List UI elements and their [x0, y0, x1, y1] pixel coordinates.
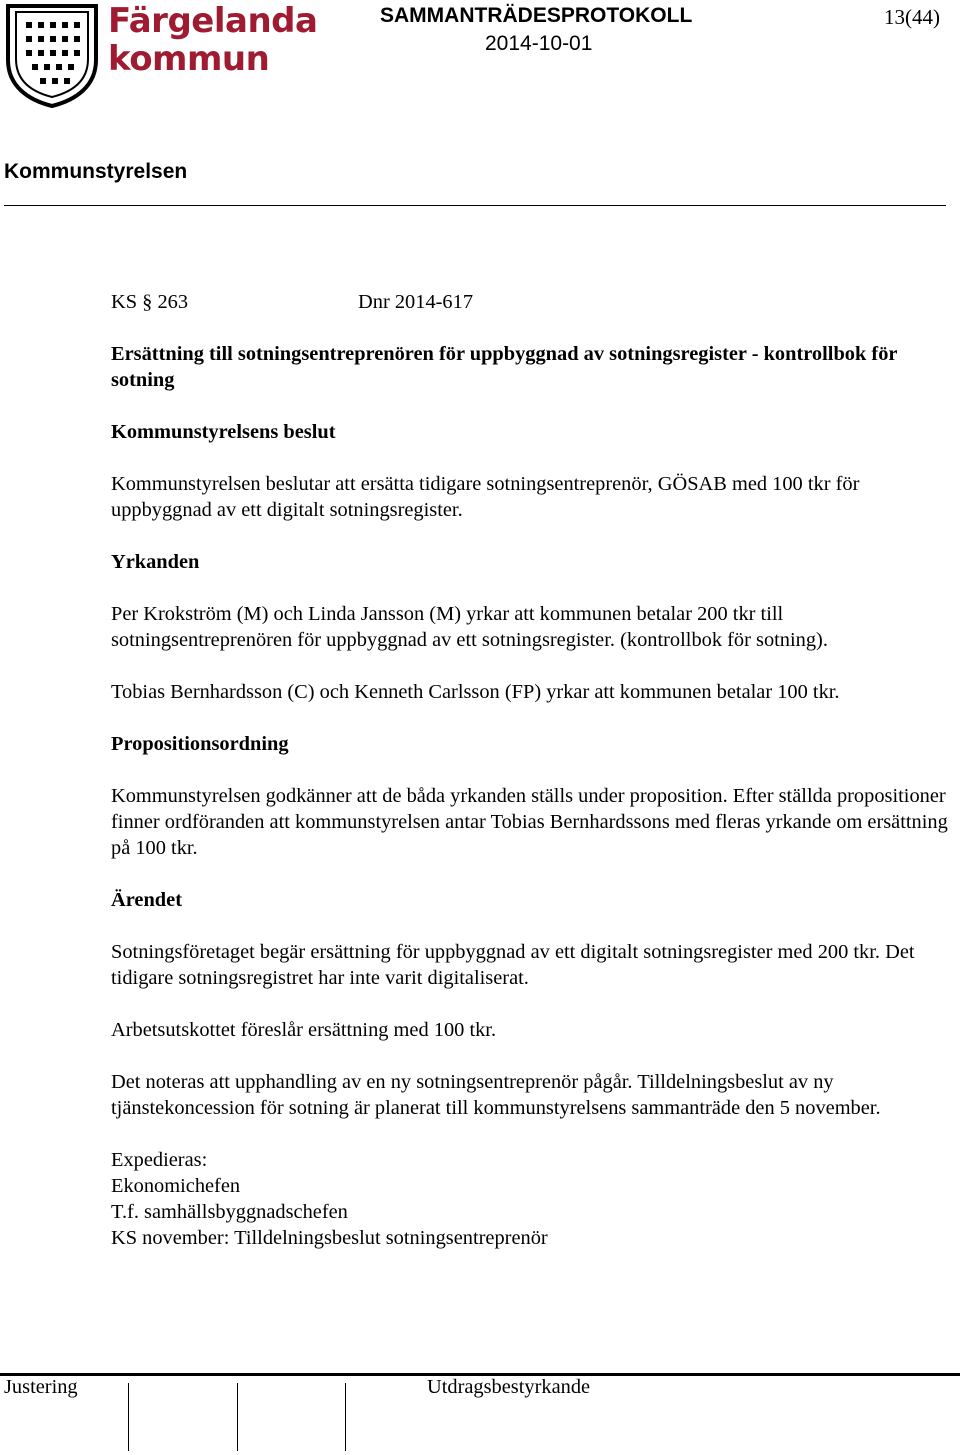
motion-paragraph-2: Tobias Bernhardsson (C) och Kenneth Carlsson (FP) yrkar att kommunen betalar 100 tkr.	[111, 681, 840, 703]
wordmark-line-1: Färgelanda	[108, 1, 318, 41]
distribution-recipient: T.f. samhällsbyggnadschefen	[111, 1201, 348, 1223]
page-number: 13(44)	[884, 5, 940, 29]
distribution-list	[111, 1147, 951, 1251]
meeting-date: 2014-10-01	[485, 32, 593, 55]
minutes-content	[111, 289, 951, 1251]
paragraph-number: KS § 263	[111, 291, 189, 313]
distribution-recipient: Ekonomichefen	[111, 1175, 241, 1197]
proposition-text: Kommunstyrelsen godkänner att de båda yrkanden ställs under proposition. Efter ställda propositioner finner ordföranden att kommunstyrelsen antar Tobias Bernhardssons med fleras yrkande om ersättning på 100 tkr.	[111, 785, 948, 859]
matter-paragraph-2: Arbetsutskottet föreslår ersättning med 100 tkr.	[111, 1019, 497, 1041]
distribution-recipient: KS november: Tilldelningsbeslut sotningsentreprenör	[111, 1227, 548, 1249]
item-title: Ersättning till sotningsentreprenören för uppbyggnad av sotningsregister - kontrollbok för sotning	[111, 343, 898, 391]
decision-text: Kommunstyrelsen beslutar att ersätta tidigare sotningsentreprenör, GÖSAB med 100 tkr för uppbyggnad av ett digitalt sotningsregister.	[111, 473, 860, 521]
matter-heading: Ärendet	[111, 889, 182, 911]
document-title: SAMMANTRÄDESPROTOKOLL	[380, 4, 693, 27]
extract-certification-label: Utdragsbestyrkande	[427, 1376, 591, 1398]
decision-heading: Kommunstyrelsens beslut	[111, 421, 336, 443]
fargelanda-coat-of-arms-logo	[4, 2, 100, 108]
justering-label: Justering	[4, 1376, 78, 1398]
municipality-wordmark	[108, 2, 317, 78]
distribution-label: Expedieras:	[111, 1149, 208, 1171]
signature-box-separator	[237, 1383, 238, 1451]
motion-paragraph-1: Per Krokström (M) och Linda Jansson (M) yrkar att kommunen betalar 200 tkr till sotningsentreprenören för uppbyggnad av ett sotningsregister. (kontrollbok för sotning).	[111, 603, 828, 651]
motions-heading: Yrkanden	[111, 551, 200, 573]
item-reference	[111, 289, 951, 315]
wordmark-line-2: kommun	[108, 39, 270, 79]
registration-number: Dnr 2014-617	[358, 291, 474, 313]
committee-name: Kommunstyrelsen	[4, 160, 188, 183]
signature-box-separator	[128, 1383, 129, 1451]
matter-paragraph-1: Sotningsföretaget begär ersättning för uppbyggnad av ett digitalt sotningsregister med 200 tkr. Det tidigare sotningsregistret har inte varit digitaliserat.	[111, 941, 915, 989]
proposition-heading: Propositionsordning	[111, 733, 289, 755]
matter-paragraph-3: Det noteras att upphandling av en ny sotningsentreprenör pågår. Tilldelningsbeslut av ny tjänstekoncession för sotning är planerat till kommunstyrelsens sammanträde den 5 november.	[111, 1071, 881, 1119]
signature-box-separator	[345, 1383, 346, 1451]
header-divider	[4, 205, 946, 206]
